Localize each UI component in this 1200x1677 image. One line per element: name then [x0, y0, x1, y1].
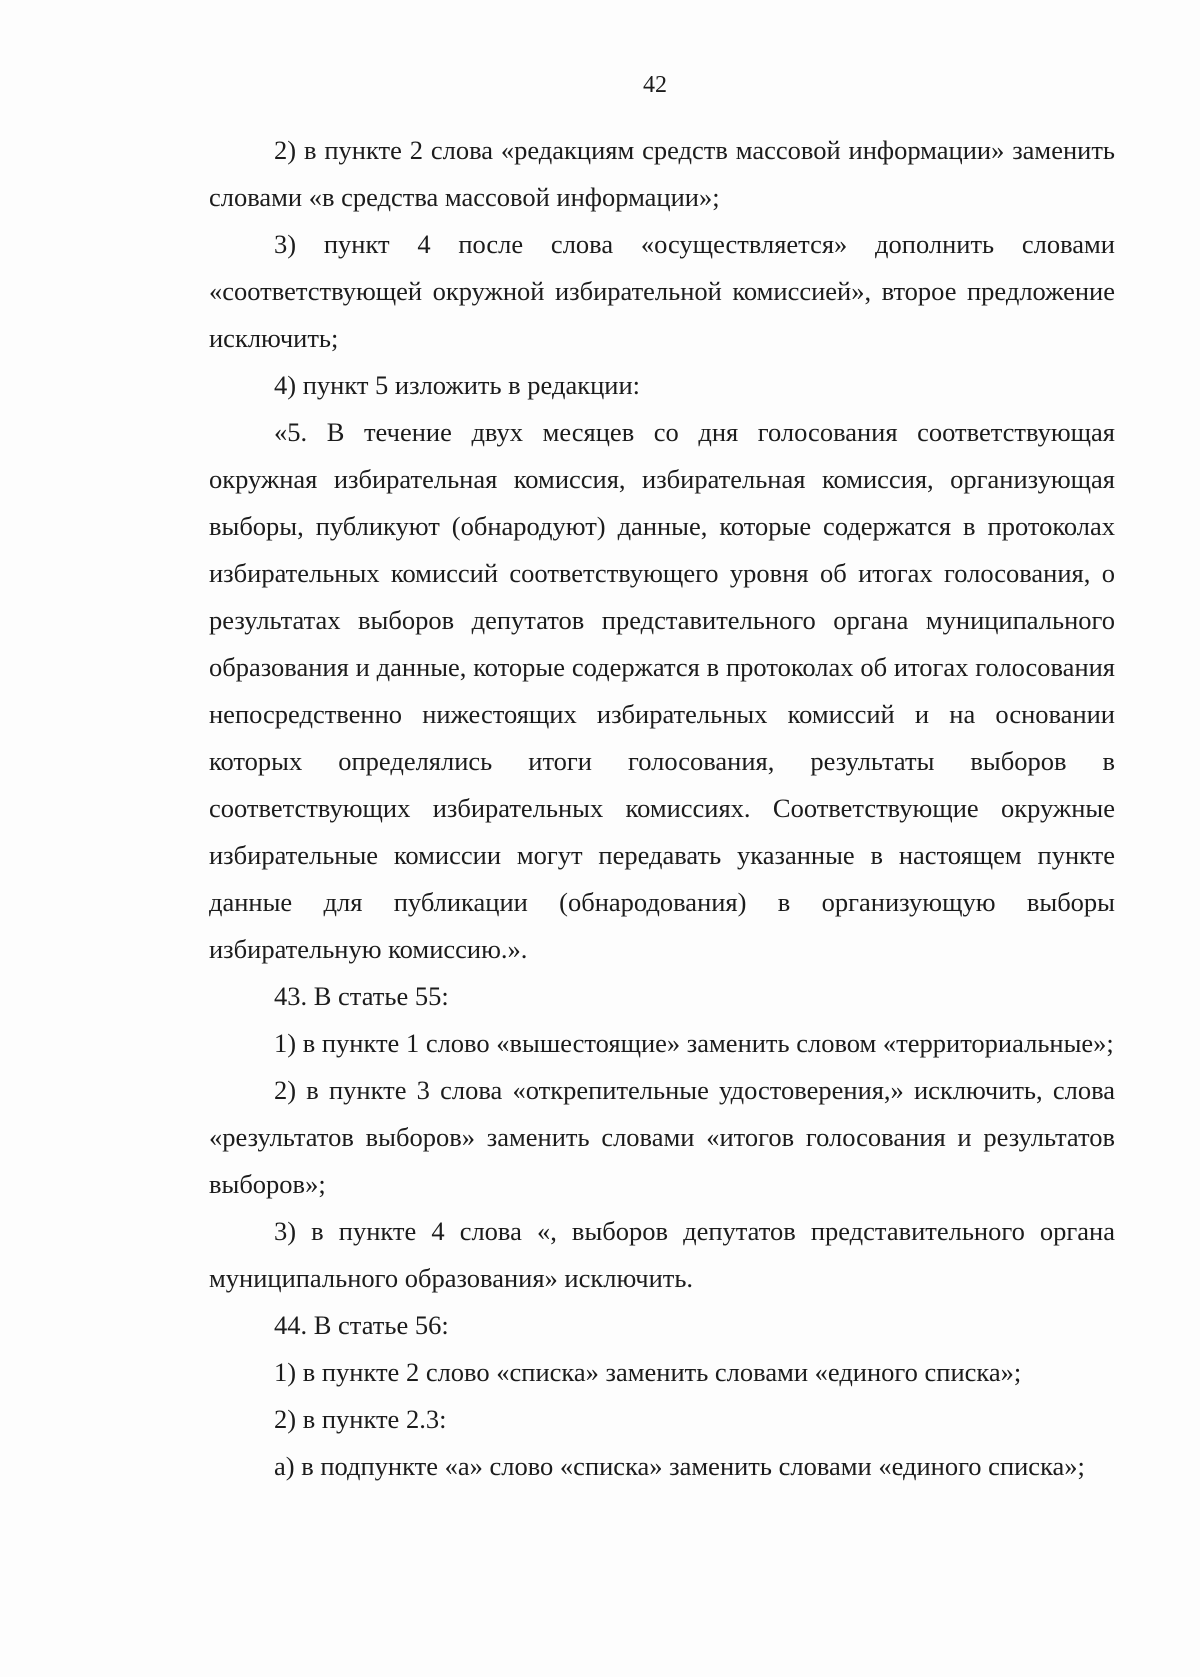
paragraph-article-44-item-1: 1) в пункте 2 слово «списка» заменить словами «единого списка»; — [274, 1357, 1022, 1387]
document-body — [209, 127, 1115, 1490]
paragraph-item-2-point-2: 2) в пункте 2 слова «редакциям средств массовой информации» заменить словами «в средства массовой информации»; — [209, 135, 1115, 212]
paragraph-article-44-heading: 44. В статье 56: — [274, 1310, 449, 1340]
paragraph-article-43-item-1: 1) в пункте 1 слово «вышестоящие» заменить словом «территориальные»; — [274, 1028, 1114, 1058]
paragraph-article-44-item-2: 2) в пункте 2.3: — [274, 1404, 447, 1434]
paragraph-article-43-item-3: 3) в пункте 4 слова «, выборов депутатов представительного органа муниципального образования» исключить. — [209, 1216, 1115, 1293]
paragraph-article-43-heading: 43. В статье 55: — [274, 981, 449, 1011]
paragraph-item-3-point-4: 3) пункт 4 после слова «осуществляется» дополнить словами «соответствующей окружной избирательной комиссией», второе предложение исключить; — [209, 229, 1115, 353]
page-number: 42 — [643, 72, 667, 98]
paragraph-item-4-point-5: 4) пункт 5 изложить в редакции: — [274, 370, 640, 400]
paragraph-point-5-text: «5. В течение двух месяцев со дня голосования соответствующая окружная избирательная комиссия, избирательная комиссия, организующая выборы, публикуют (обнародуют) данные, которые содержатся в протоколах избирательных комиссий соответствующего уровня об итогах голосования, о результатах выборов депутатов представительного органа муниципального образования и данные, которые содержатся в протоколах об итогах голосования непосредственно нижестоящих избирательных комиссий и на основании которых определялись итоги голосования, результаты выборов в соответствующих избирательных комиссиях. Соответствующие окружные избирательные комиссии могут передавать указанные в настоящем пункте данные для публикации (обнародования) в организующую выборы избирательную комиссию.». — [209, 417, 1115, 964]
paragraph-article-43-item-2: 2) в пункте 3 слова «открепительные удостоверения,» исключить, слова «результатов выборов» заменить словами «итогов голосования и результатов выборов»; — [209, 1075, 1115, 1199]
paragraph-article-44-subitem-a: а) в подпункте «а» слово «списка» заменить словами «единого списка»; — [274, 1451, 1085, 1481]
